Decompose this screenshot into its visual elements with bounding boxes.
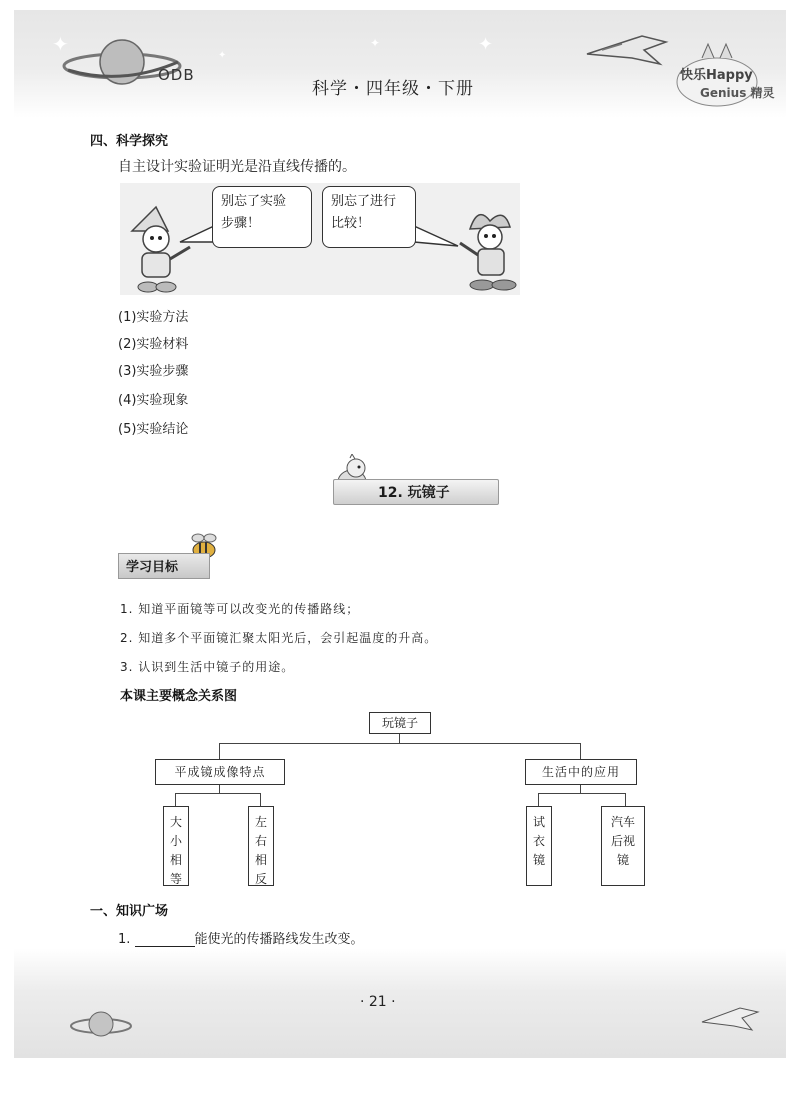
concept-root-box — [369, 712, 431, 734]
connector-line — [260, 793, 261, 807]
logo-subtext: Genius 精灵 — [700, 86, 775, 100]
question-1 — [118, 928, 364, 947]
speech-bubble-right — [322, 186, 416, 248]
connector-line — [219, 743, 220, 759]
goal-item: 2. 知道多个平面镜汇聚太阳光后，会引起温度的升高。 — [120, 631, 438, 645]
branch-right-label: 生活中的应用 — [541, 765, 620, 779]
goal-item: 3. 认识到生活中镜子的用途。 — [120, 660, 295, 674]
concept-leaf-box — [163, 806, 189, 886]
concept-leaf-box — [601, 806, 645, 886]
page-title: 科学・四年级・下册 — [312, 79, 474, 99]
concept-leaf-box — [526, 806, 552, 886]
bubble-line: 别忘了实验 — [221, 194, 287, 209]
connector-line — [175, 793, 176, 807]
planet-icon — [60, 28, 190, 98]
star-icon: ✦ — [370, 36, 381, 50]
logo-text: 快乐Happy — [680, 68, 753, 83]
list-item: (3)实验步骤 — [118, 364, 189, 379]
leaf-char: 等 — [169, 872, 182, 886]
shuttle-icon — [582, 24, 672, 74]
shuttle-icon — [698, 998, 762, 1038]
task-text: 自主设计实验证明光是沿直线传播的。 — [118, 159, 356, 175]
goals-title: 学习目标 — [126, 560, 179, 575]
star-icon: ✦ — [478, 34, 494, 55]
leaf-char: 反 — [254, 872, 267, 886]
list-item: (2)实验材料 — [118, 337, 189, 352]
concept-branch-right — [525, 759, 637, 785]
cartoon-jester-icon — [454, 205, 524, 295]
leaf-char: 汽车 — [610, 815, 635, 829]
bubble-line: 比较！ — [331, 216, 371, 231]
section-heading: 一、知识广场 — [90, 904, 169, 919]
bubble-tail — [412, 222, 462, 252]
page-number: · 21 · — [360, 994, 396, 1010]
branch-left-label: 平成镜成像特点 — [174, 765, 266, 779]
goal-item: 1. 知道平面镜等可以改变光的传播路线； — [120, 602, 360, 616]
leaf-char: 右 — [254, 834, 267, 848]
connector-line — [219, 743, 581, 744]
connector-line — [538, 793, 626, 794]
bubble-line: 别忘了进行 — [331, 194, 397, 209]
list-item: (1)实验方法 — [118, 310, 189, 325]
question-text: 能使光的传播路线发生改变。 — [194, 932, 364, 947]
leaf-char: 大 — [169, 815, 182, 829]
connector-line — [538, 793, 539, 807]
leaf-char: 衣 — [532, 834, 545, 848]
header-code: ODB — [158, 66, 195, 84]
connector-line — [580, 743, 581, 759]
speech-bubble-left — [212, 186, 312, 248]
bubble-line: 步骤！ — [221, 216, 261, 231]
section-heading: 四、科学探究 — [90, 134, 169, 149]
leaf-char: 试 — [532, 815, 545, 829]
answer-blank[interactable] — [135, 932, 195, 947]
star-icon: ✦ — [218, 50, 227, 61]
concept-branch-left — [155, 759, 285, 785]
connector-line — [625, 793, 626, 807]
leaf-char: 左 — [254, 815, 267, 829]
planet-icon — [68, 1004, 134, 1044]
concept-leaf-box — [248, 806, 274, 886]
question-number: 1. — [118, 932, 131, 947]
list-item: (4)实验现象 — [118, 393, 189, 408]
star-icon: ✦ — [52, 32, 69, 56]
leaf-char: 小 — [169, 834, 182, 848]
leaf-char: 相 — [254, 853, 267, 867]
leaf-char: 相 — [169, 853, 182, 867]
connector-line — [175, 793, 261, 794]
leaf-char: 后视 — [610, 834, 635, 848]
bubble-tail — [176, 222, 216, 252]
leaf-char: 镜 — [532, 853, 545, 867]
leaf-char: 镜 — [616, 853, 629, 867]
concept-map-heading: 本课主要概念关系图 — [120, 689, 238, 704]
list-item: (5)实验结论 — [118, 422, 189, 437]
lesson-title: 12. 玩镜子 — [378, 485, 450, 501]
concept-root-label: 玩镜子 — [381, 716, 418, 730]
